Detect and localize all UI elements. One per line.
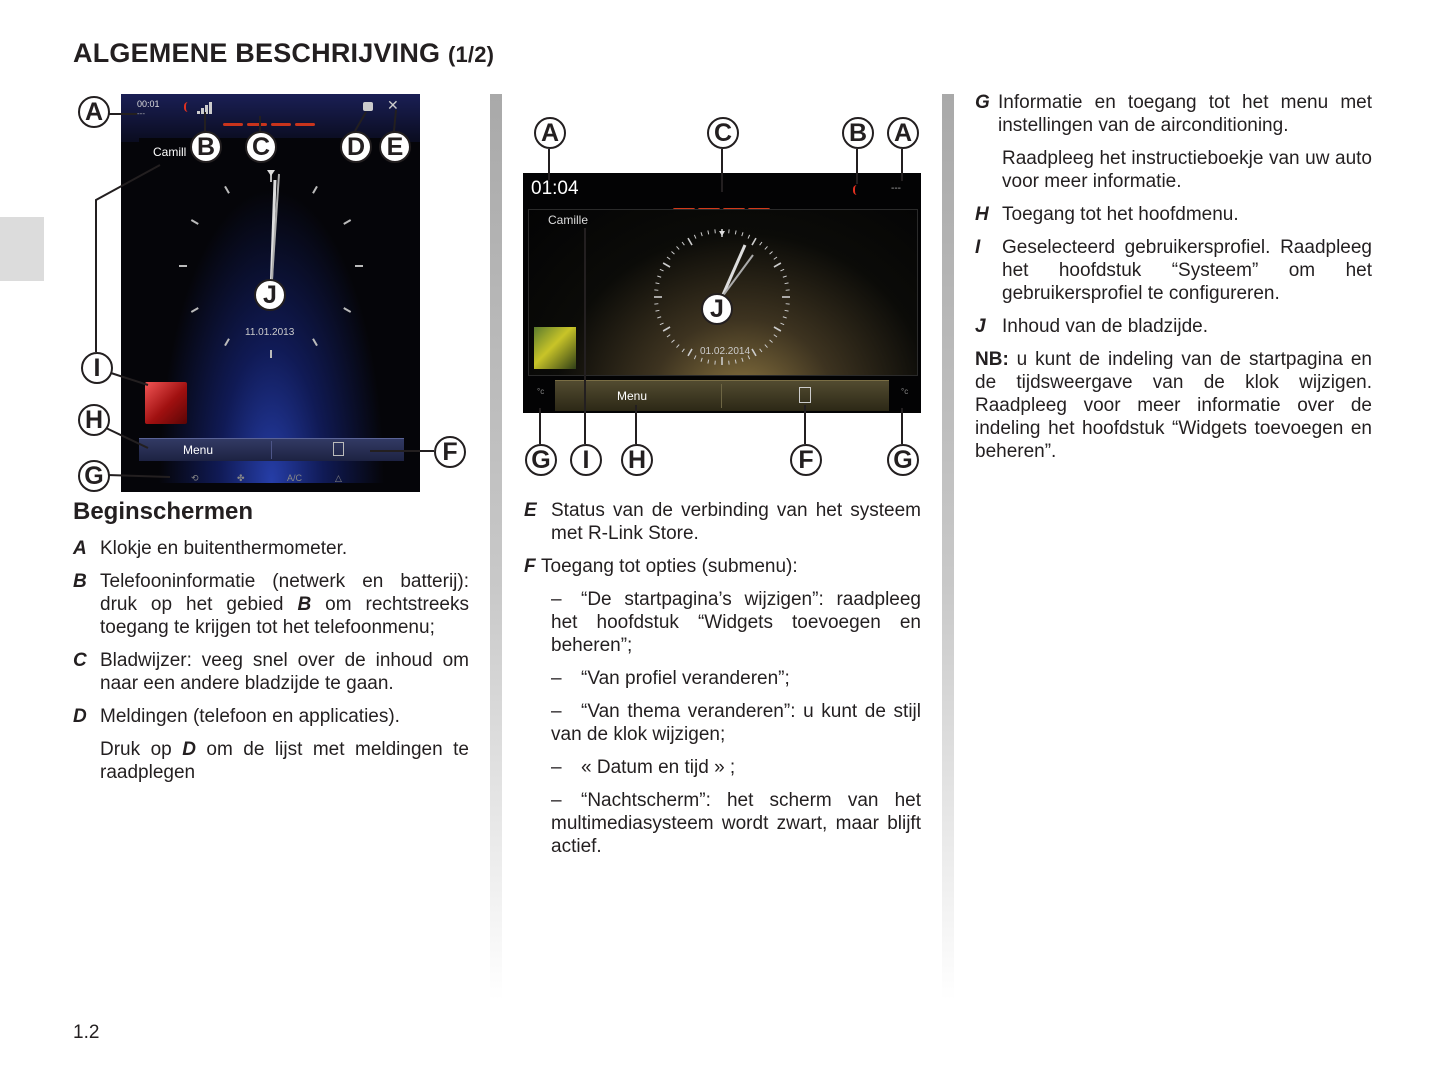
clock-small: 00:01 (137, 99, 160, 109)
user-profile-name[interactable]: Camille (548, 213, 589, 227)
callout-b: B (842, 117, 874, 149)
callout-c: C (707, 117, 739, 149)
legend-item-f (524, 555, 921, 578)
callout-b: B (190, 131, 222, 163)
callout-a: A (78, 96, 110, 128)
callout-g: G (78, 460, 110, 492)
temperature-left[interactable]: °c (537, 387, 545, 396)
legend-note-g: Raadpleeg het instructieboekje van uw auto voor meer informatie. (1002, 148, 1372, 192)
callout-j: J (254, 279, 286, 311)
page-title: ALGEMENE BESCHRIJVING (1/2) (73, 38, 495, 68)
legend-text: Status van de verbinding van het systeem met R-Link Store. (551, 500, 921, 544)
legend-item-i (975, 236, 1372, 305)
legend-text: Telefooninformatie (netwerk en batterij): druk op het gebied B om rechtstreeks toegang te krijgen tot het telefoonmenu; (100, 571, 469, 638)
inline-key: B (297, 594, 312, 615)
legend-key: B (73, 571, 87, 592)
legend-key: A (73, 538, 87, 559)
callout-c: C (245, 131, 277, 163)
legend-item-j (975, 315, 1372, 338)
legend-item-c (73, 649, 469, 695)
callout-g: G (525, 444, 557, 476)
menu-button[interactable]: Menu (183, 443, 214, 457)
callout-i: I (81, 352, 113, 384)
callout-a: A (534, 117, 566, 149)
submenu-item: – “De startpagina’s wijzigen”: raadpleeg het hoofdstuk “Widgets toevoegen en beheren”; (551, 589, 921, 656)
legend-key: I (975, 237, 981, 258)
legend-note-d: Druk op D om de lijst met meldingen te raadplegen (100, 739, 469, 783)
menu-button[interactable]: Menu (617, 389, 648, 403)
callout-j: J (701, 293, 733, 325)
clock-small: 01:04 (531, 178, 579, 199)
legend-key: C (73, 650, 87, 671)
column-2-text (524, 499, 921, 868)
callout-f: F (434, 436, 466, 468)
nb-label: NB: (975, 349, 1009, 370)
legend-text: Klokje en buitenthermometer. (100, 538, 348, 559)
callout-f: F (790, 444, 822, 476)
legend-text: Toegang tot opties (submenu): (541, 556, 798, 577)
column-3-text (975, 91, 1372, 473)
submenu-item: – “Van thema veranderen”: u kunt de stijl van de klok wijzigen; (551, 701, 921, 745)
callout-e: E (379, 131, 411, 163)
legend-item-b (73, 570, 469, 639)
submenu-item: – “Nachtscherm”: het scherm van het multimediasysteem wordt zwart, maar blijft actief. (551, 790, 921, 857)
outside-temperature: --- (891, 183, 901, 194)
legend-key: G (975, 92, 990, 113)
legend-text: Toegang tot het hoofdmenu. (1002, 204, 1239, 225)
callout-a: A (887, 117, 919, 149)
legend-key: D (73, 706, 87, 727)
legend-key: J (975, 316, 986, 337)
callout-h: H (78, 404, 110, 436)
store-connection-icon: ✕ (387, 97, 399, 113)
legend-item-d (73, 705, 469, 728)
nb-note: NB: u kunt de indeling van de startpagina en de tijdsweergave van de klok wijzigen. Raadpleeg voor meer informatie over de indeling het hoofdstuk “Widgets toevoegen en beheren”. (975, 349, 1372, 462)
legend-text: Inhoud van de bladzijde. (1002, 316, 1208, 337)
ac-label[interactable]: A/C (287, 473, 303, 483)
legend-key: H (975, 204, 989, 225)
page-number: 1.2 (73, 1022, 100, 1043)
legend-key: E (524, 500, 537, 521)
submenu-item: – « Datum en tijd » ; (551, 757, 736, 778)
legend-text: Informatie en toegang tot het menu met instellingen van de airconditioning. (998, 92, 1372, 136)
callout-d: D (340, 131, 372, 163)
legend-item-h (975, 203, 1372, 226)
legend-item-a (73, 537, 469, 560)
recirculation-icon[interactable]: ⟲ (191, 473, 199, 483)
inline-key: D (182, 739, 196, 760)
submenu-item: – “Van profiel veranderen”; (551, 668, 790, 689)
column-1-text (73, 537, 469, 794)
legend-item-g (975, 91, 1372, 137)
temperature-right[interactable]: °c (901, 387, 909, 396)
page-title-suffix: (1/2) (447, 42, 495, 67)
legend-text: Geselecteerd gebruikersprofiel. Raadpleeg het hoofdstuk “Systeem” om het gebruikersprofiel te configureren. (1002, 237, 1372, 304)
outside-temperature: --- (137, 109, 145, 118)
callout-g: G (887, 444, 919, 476)
callout-i: I (570, 444, 602, 476)
clock-date: 01.02.2014 (700, 346, 751, 357)
section-title: Beginschermen (73, 498, 254, 525)
legend-text: Bladwijzer: veeg snel over de inhoud om naar een andere bladzijde te gaan. (100, 650, 469, 694)
legend-key: F (524, 556, 536, 577)
clock-date: 11.01.2013 (245, 327, 295, 338)
user-profile-name[interactable]: Camill (153, 145, 187, 159)
fan-icon[interactable]: ✤ (237, 473, 245, 483)
legend-text: Meldingen (telefoon en applicaties). (100, 706, 400, 727)
auto-climate-icon[interactable]: △ (335, 473, 342, 483)
callout-h: H (621, 444, 653, 476)
legend-item-e (524, 499, 921, 545)
